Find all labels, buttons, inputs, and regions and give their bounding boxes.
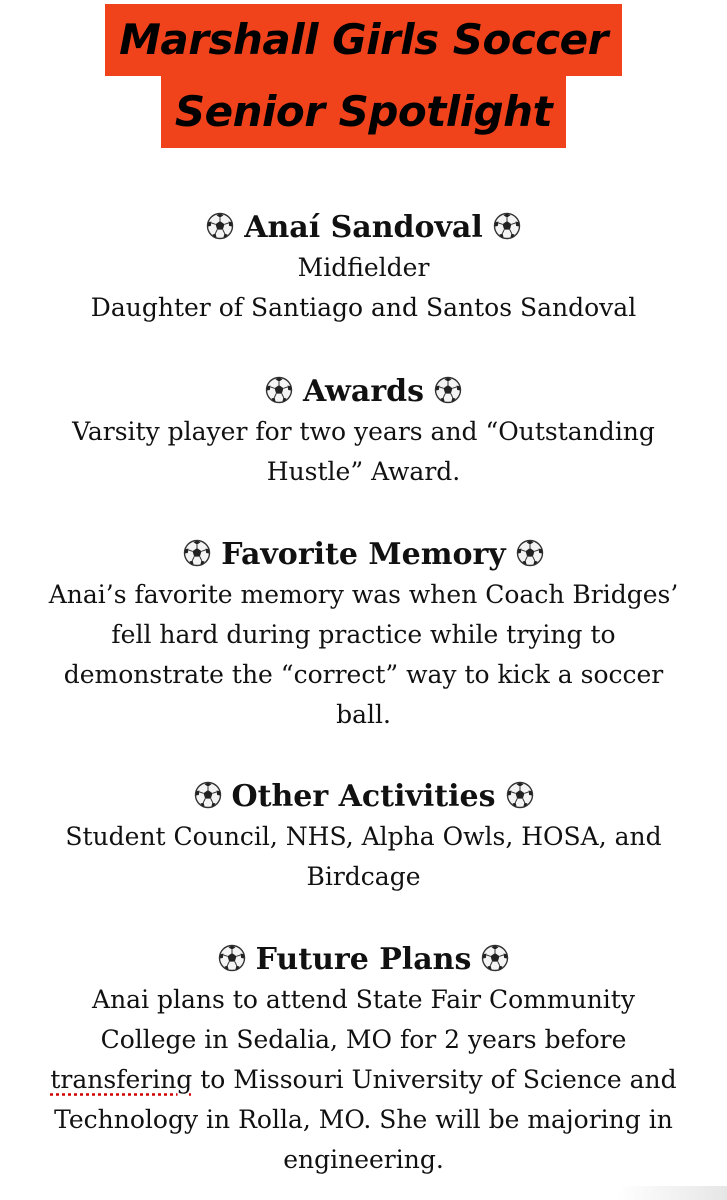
misspelled-word[interactable]: transfering xyxy=(50,1065,193,1094)
plans-heading-label: Future Plans xyxy=(255,942,472,977)
activities-line: Student Council, NHS, Alpha Owls, HOSA, and xyxy=(65,822,662,851)
player-name: Anaí Sandoval xyxy=(244,210,483,245)
soccer-ball-icon xyxy=(481,944,509,972)
memory-section xyxy=(0,535,727,735)
soccer-ball-icon xyxy=(218,944,246,972)
player-parents: Daughter of Santiago and Santos Sandoval xyxy=(90,293,637,322)
plans-line: engineering. xyxy=(283,1145,444,1174)
player-heading xyxy=(0,208,727,248)
memory-line: Anai’s favorite memory was when Coach Bridges’ xyxy=(48,580,679,609)
memory-heading xyxy=(0,535,727,575)
memory-heading-label: Favorite Memory xyxy=(221,537,506,572)
activities-heading-label: Other Activities xyxy=(231,779,496,814)
page-corner xyxy=(617,1186,727,1200)
activities-section xyxy=(0,777,727,897)
awards-line: Hustle” Award. xyxy=(266,457,461,486)
player-section xyxy=(0,208,727,328)
soccer-ball-icon xyxy=(516,539,544,567)
awards-section xyxy=(0,372,727,492)
memory-line: ball. xyxy=(336,700,391,729)
awards-line: Varsity player for two years and “Outstanding xyxy=(72,417,655,446)
soccer-ball-icon xyxy=(434,376,462,404)
plans-heading xyxy=(0,940,727,980)
player-position: Midfielder xyxy=(297,253,430,282)
soccer-ball-icon xyxy=(206,212,234,240)
title-line-1: Marshall Girls Soccer xyxy=(105,4,622,76)
soccer-ball-icon xyxy=(493,212,521,240)
soccer-ball-icon xyxy=(183,539,211,567)
soccer-ball-icon xyxy=(265,376,293,404)
memory-line: fell hard during practice while trying to xyxy=(111,620,616,649)
plans-line: College in Sedalia, MO for 2 years before xyxy=(100,1025,627,1054)
soccer-ball-icon xyxy=(194,781,222,809)
plans-line xyxy=(0,1060,727,1100)
awards-heading xyxy=(0,372,727,412)
plans-line: Technology in Rolla, MO. She will be majoring in xyxy=(54,1105,673,1134)
awards-heading-label: Awards xyxy=(303,374,424,409)
title-line-2: Senior Spotlight xyxy=(161,76,566,148)
plans-line-rest: to Missouri University of Science and xyxy=(192,1065,677,1094)
title-banner xyxy=(0,4,727,148)
activities-heading xyxy=(0,777,727,817)
plans-section xyxy=(0,940,727,1180)
activities-line: Birdcage xyxy=(306,862,421,891)
soccer-ball-icon xyxy=(506,781,534,809)
plans-line: Anai plans to attend State Fair Community xyxy=(92,985,635,1014)
memory-line: demonstrate the “correct” way to kick a soccer xyxy=(63,660,664,689)
